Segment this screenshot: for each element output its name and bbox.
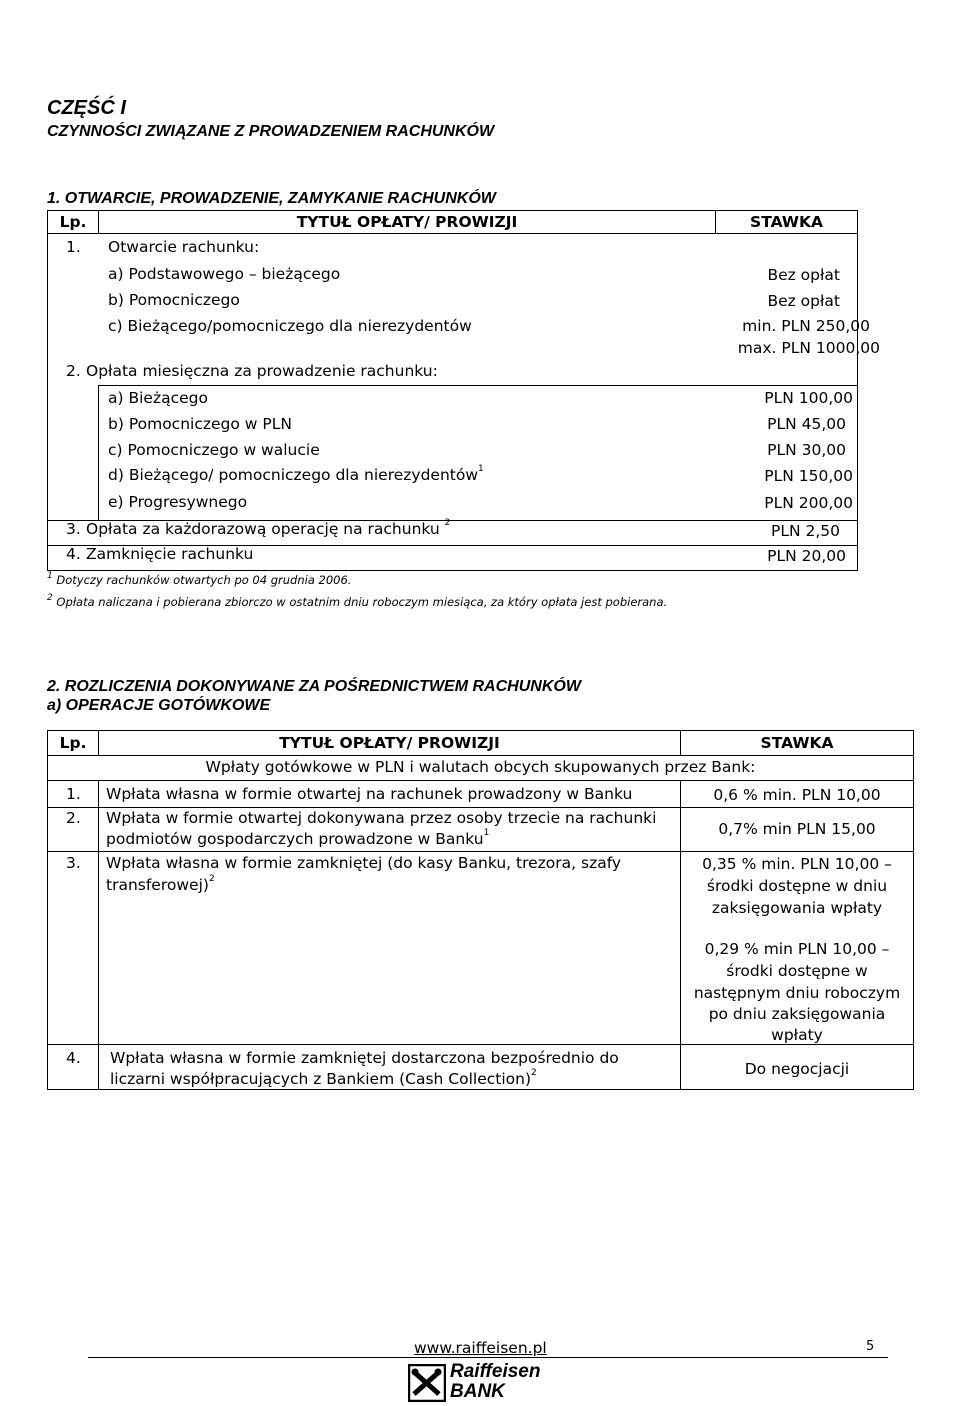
row-rate: PLN 45,00: [767, 415, 846, 433]
row-lp: 2.: [66, 809, 81, 827]
logo-text-raiffeisen: Raiffeisen: [450, 1361, 541, 1382]
part-title: CZĘŚĆ I: [47, 97, 126, 119]
section2-title: 2. ROZLICZENIA DOKONYWANE ZA POŚREDNICTWEM RACHUNKÓW: [47, 678, 581, 695]
row-title: b) Pomocniczego w PLN: [108, 415, 292, 433]
row-rate: zaksięgowania wpłaty: [711, 899, 883, 917]
section2-subtitle: a) OPERACJE GOTÓWKOWE: [47, 697, 271, 714]
row-title: Opłata miesięczna za prowadzenie rachunku:: [86, 362, 438, 380]
row-rate: 0,7% min PLN 15,00: [718, 820, 876, 838]
row-title: b) Pomocniczego: [108, 291, 240, 309]
row-lp: 2.: [66, 362, 81, 380]
col-header-lp: Lp.: [59, 213, 87, 231]
row-title: Opłata za każdorazową operację na rachunku $^2$: [86, 518, 451, 538]
row-title: a) Podstawowego – bieżącego: [108, 265, 341, 283]
row-rate: PLN 150,00: [764, 467, 853, 485]
page-number: 5: [866, 1339, 875, 1354]
part-subtitle: CZYNNOŚCI ZWIĄZANE Z PROWADZENIEM RACHUNKÓW: [47, 123, 495, 140]
row-title: Wpłata własna w formie zamkniętej dostarczona bezpośrednio do: [110, 1049, 619, 1067]
col-header-rate: STAWKA: [750, 213, 823, 231]
row-lp: 1.: [66, 238, 81, 256]
raiffeisen-gable-icon: [408, 1364, 446, 1402]
raiffeisen-logo: [408, 1362, 568, 1404]
row-title: Wpłata w formie otwartej dokonywana przez osoby trzecie na rachunki: [106, 809, 657, 827]
col-header-title: TYTUŁ OPŁATY/ PROWIZJI: [296, 213, 518, 231]
col-header-title: TYTUŁ OPŁATY/ PROWIZJI: [279, 734, 500, 752]
row-rate: 0,6 % min. PLN 10,00: [713, 786, 881, 804]
row-rate: 0,35 % min. PLN 10,00 –: [702, 855, 892, 873]
row-rate: PLN 100,00: [764, 389, 853, 407]
row-title: a) Bieżącego: [108, 389, 208, 407]
row-title: Otwarcie rachunku:: [108, 238, 260, 256]
group-header: Wpłaty gotówkowe w PLN i walutach obcych skupowanych przez Bank:: [205, 758, 756, 776]
col-header-rate: STAWKA: [760, 734, 834, 752]
row-rate-alt: po dniu zaksięgowania: [708, 1005, 886, 1023]
footer-rule: [88, 1357, 888, 1358]
row-title-cont: liczarni współpracujących z Bankiem (Cash Collection)$^2$: [110, 1068, 537, 1088]
footer-url[interactable]: www.raiffeisen.pl: [414, 1339, 547, 1357]
row-rate: Bez opłat: [767, 292, 840, 310]
row-title: Wpłata własna w formie otwartej na rachunek prowadzony w Banku: [106, 785, 633, 803]
row-lp: 4.: [66, 1049, 81, 1067]
row-lp: 3.: [66, 854, 81, 872]
footnote: $^1$ Dotyczy rachunków otwartych po 04 grudnia 2006.: [47, 571, 352, 587]
row-rate: PLN 20,00: [767, 547, 846, 565]
row-rate-alt: następnym dniu roboczym: [693, 984, 901, 1002]
row-lp: 4.: [66, 545, 81, 563]
row-title: d) Bieżącego/ pomocniczego dla nierezydentów$^1$: [108, 464, 484, 484]
row-rate-alt: środki dostępne w: [726, 962, 868, 980]
row-rate: środki dostępne w dniu: [706, 877, 888, 895]
section1-title: 1. OTWARCIE, PROWADZENIE, ZAMYKANIE RACHUNKÓW: [47, 190, 496, 207]
row-lp: 3.: [66, 520, 81, 538]
col-header-lp: Lp.: [59, 734, 87, 752]
row-rate: PLN 2,50: [770, 522, 840, 540]
row-rate: min. PLN 250,00: [742, 317, 870, 335]
row-title: c) Pomocniczego w walucie: [108, 441, 320, 459]
logo-text-bank: BANK: [450, 1381, 505, 1402]
row-rate: Do negocjacji: [744, 1060, 850, 1078]
row-title: e) Progresywnego: [108, 493, 248, 511]
row-title: Wpłata własna w formie zamkniętej (do kasy Banku, trezora, szafy: [106, 854, 622, 872]
row-rate: Bez opłat: [767, 266, 840, 284]
row-rate-max: max. PLN 1000,00: [737, 339, 880, 357]
row-title-cont: transferowej)$^2$: [106, 874, 215, 894]
row-title: Zamknięcie rachunku: [86, 545, 254, 563]
row-rate: PLN 200,00: [764, 494, 853, 512]
row-rate-alt: 0,29 % min PLN 10,00 –: [704, 940, 890, 958]
row-lp: 1.: [66, 785, 81, 803]
row-rate: PLN 30,00: [767, 441, 846, 459]
row-title: c) Bieżącego/pomocniczego dla nierezydentów: [108, 317, 472, 335]
footnote: $^2$ Opłata naliczana i pobierana zbiorczo w ostatnim dniu roboczym miesiąca, za który opłata jest pobierana.: [47, 593, 668, 609]
row-rate-alt: wpłaty: [771, 1026, 823, 1044]
row-title-cont: podmiotów gospodarczych prowadzone w Banku$^1$: [106, 828, 490, 848]
